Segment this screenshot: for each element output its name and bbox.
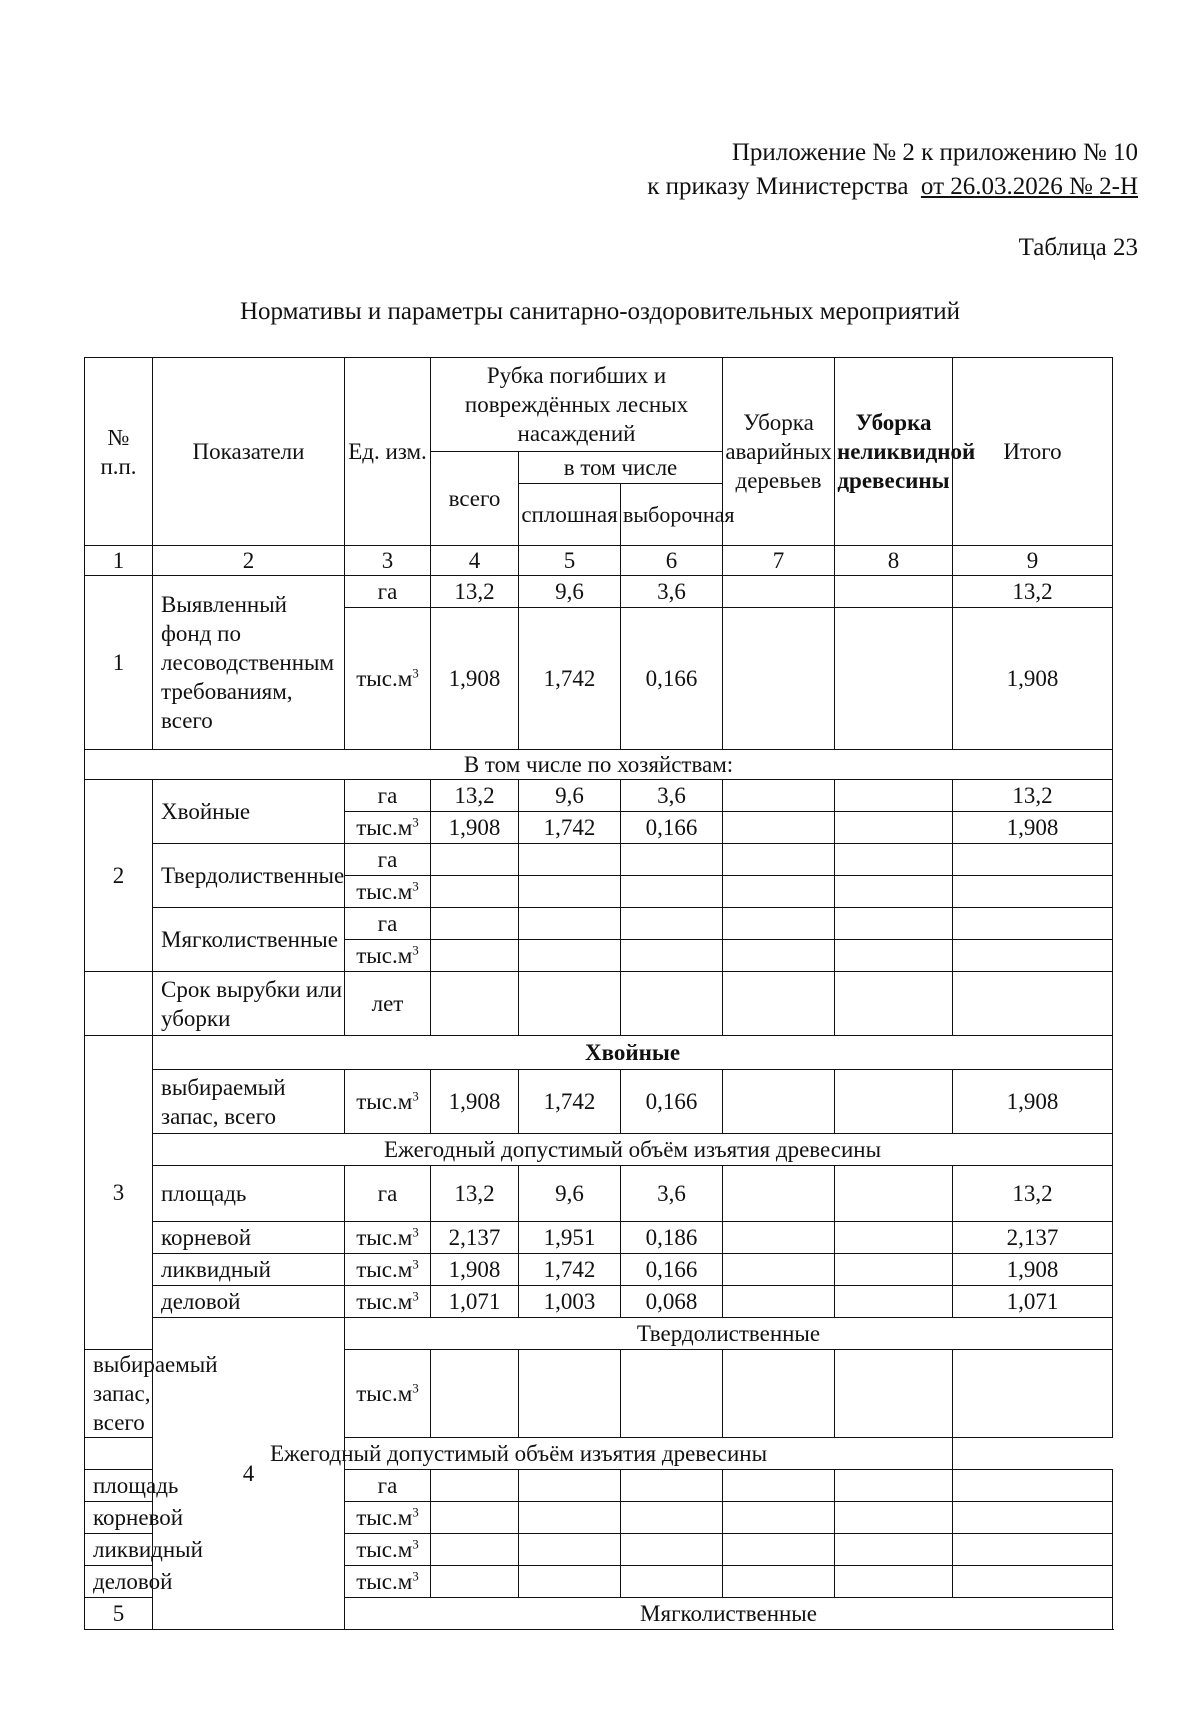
empty-cell: [835, 1470, 953, 1502]
empty-cell: [835, 844, 953, 876]
unit-sup: 3: [412, 1288, 419, 1304]
unit-text: тыс.м: [356, 1225, 413, 1250]
col-illiquid-header: Уборка неликвидной древесины: [835, 358, 953, 546]
empty-cell: [723, 1350, 835, 1438]
col-number: 7: [723, 546, 835, 576]
row-label: площадь: [153, 1166, 345, 1222]
row-label: выбираемый запас, всего: [153, 1070, 345, 1134]
value-cell: 1,742: [519, 1254, 621, 1286]
unit-text: тыс.м: [356, 1289, 413, 1314]
unit-cell: [345, 1350, 431, 1438]
empty-cell: [835, 940, 953, 972]
empty-cell: [953, 1470, 1113, 1502]
row-label: корневой: [153, 1222, 345, 1254]
empty-cell: [519, 1350, 621, 1438]
row-number: 1: [85, 576, 153, 750]
empty-cell: [835, 1566, 953, 1598]
value-cell: 3,6: [621, 576, 723, 608]
document-title: Нормативы и параметры санитарно-оздоровительных мероприятий: [239, 298, 961, 325]
section-row: Твердолиственные: [345, 1318, 1113, 1350]
empty-cell: [953, 1566, 1113, 1598]
value-cell: 1,003: [519, 1286, 621, 1318]
row-label: Твердолиственные: [153, 844, 345, 908]
value-cell: 3,6: [621, 780, 723, 812]
unit-cell: га: [345, 844, 431, 876]
header-line-1: Приложение № 2 к приложению № 10: [731, 139, 1138, 166]
col-number: 8: [835, 546, 953, 576]
empty-cell: [723, 608, 835, 750]
col-incl-header: в том числе: [519, 452, 723, 484]
value-cell: 9,6: [519, 780, 621, 812]
value-cell: 1,908: [953, 1254, 1113, 1286]
value-cell: 13,2: [953, 780, 1113, 812]
value-cell: 1,908: [431, 1254, 519, 1286]
row-label: Срок вырубки или уборки: [153, 972, 345, 1036]
empty-cell: [519, 876, 621, 908]
unit-text: тыс.м: [356, 879, 413, 904]
value-cell: 0,186: [621, 1222, 723, 1254]
empty-cell: [835, 1254, 953, 1286]
empty-cell: [519, 844, 621, 876]
unit-sup: 3: [412, 1380, 419, 1396]
value-cell: 0,166: [621, 1070, 723, 1134]
empty-cell: [431, 844, 519, 876]
row-label: Хвойные: [153, 780, 345, 844]
empty-cell: [835, 608, 953, 750]
row-label: Выявленный фонд по лесоводственным требованиям, всего: [153, 576, 345, 750]
value-cell: 13,2: [431, 1166, 519, 1222]
header-ministry: к приказу Министерства: [647, 173, 909, 200]
table-number: Таблица 23: [1018, 234, 1138, 261]
empty-cell: [621, 1502, 723, 1534]
unit-text: тыс.м: [356, 1505, 413, 1530]
unit-cell: га: [345, 1166, 431, 1222]
empty-cell: [621, 844, 723, 876]
value-cell: 13,2: [431, 780, 519, 812]
col-number: 5: [519, 546, 621, 576]
unit-sup: 3: [412, 665, 419, 681]
col-num-header: № п.п.: [85, 358, 153, 546]
value-cell: 9,6: [519, 576, 621, 608]
unit-cell: га: [345, 1470, 431, 1502]
empty-cell: [953, 1350, 1113, 1438]
empty-cell: [431, 1470, 519, 1502]
unit-sup: 3: [412, 1504, 419, 1520]
unit-cell: [345, 1566, 431, 1598]
empty-cell: [835, 908, 953, 940]
row-label: ликвидный: [153, 1254, 345, 1286]
empty-cell: [723, 1070, 835, 1134]
row-label: корневой: [85, 1502, 153, 1534]
empty-cell: [835, 1502, 953, 1534]
empty-cell: [621, 1470, 723, 1502]
unit-cell: га: [345, 780, 431, 812]
empty-cell: [835, 1350, 953, 1438]
col-unit-header: Ед. изм.: [345, 358, 431, 546]
col-felling-header: Рубка погибших и повреждённых лесных насаждений: [431, 358, 723, 452]
value-cell: 1,908: [431, 812, 519, 844]
unit-text: тыс.м: [356, 1089, 413, 1114]
empty-cell: [621, 908, 723, 940]
empty-cell: [835, 780, 953, 812]
value-cell: 1,071: [431, 1286, 519, 1318]
empty-cell: [519, 1470, 621, 1502]
unit-text: тыс.м: [356, 1257, 413, 1282]
unit-text: тыс.м: [356, 943, 413, 968]
col-clear-header: сплошная: [519, 484, 621, 546]
empty-cell: [519, 1534, 621, 1566]
empty-cell: [723, 1166, 835, 1222]
empty-cell: [723, 1254, 835, 1286]
empty-cell: [835, 972, 953, 1036]
empty-cell: [723, 1566, 835, 1598]
unit-cell: [345, 1254, 431, 1286]
value-cell: 0,068: [621, 1286, 723, 1318]
unit-cell: лет: [345, 972, 431, 1036]
empty-cell: [431, 1566, 519, 1598]
empty-cell: [723, 1286, 835, 1318]
empty-cell: [85, 972, 153, 1036]
value-cell: 0,166: [621, 1254, 723, 1286]
unit-sup: 3: [412, 878, 419, 894]
row-number: 5: [85, 1598, 153, 1630]
value-cell: 1,951: [519, 1222, 621, 1254]
empty-cell: [723, 1534, 835, 1566]
empty-cell: [835, 1070, 953, 1134]
empty-cell: [723, 1470, 835, 1502]
empty-cell: [431, 876, 519, 908]
section-row: Мягколиственные: [345, 1598, 1113, 1630]
norms-table: [84, 357, 1113, 1630]
unit-sup: 3: [412, 1256, 419, 1272]
unit-text: тыс.м: [356, 1537, 413, 1562]
section-row: В том числе по хозяйствам:: [85, 750, 1113, 780]
row-label: деловой: [85, 1566, 153, 1598]
value-cell: 1,071: [953, 1286, 1113, 1318]
unit-text: тыс.м: [356, 1569, 413, 1594]
empty-cell: [953, 844, 1113, 876]
empty-cell: [621, 972, 723, 1036]
value-cell: 2,137: [953, 1222, 1113, 1254]
row-number: 2: [85, 780, 153, 972]
value-cell: 1,908: [953, 608, 1113, 750]
section-row: Хвойные: [153, 1036, 1113, 1070]
unit-cell: га: [345, 576, 431, 608]
empty-cell: [431, 1350, 519, 1438]
header-order-number: от 26.03.2026 № 2-Н: [920, 173, 1138, 200]
unit-cell: [345, 608, 431, 750]
col-selective-header: выборочная: [621, 484, 723, 546]
value-cell: 0,166: [621, 812, 723, 844]
empty-cell: [431, 908, 519, 940]
empty-cell: [431, 1534, 519, 1566]
col-total-header: всего: [431, 452, 519, 546]
header-line-2: [647, 170, 1138, 204]
col-number: 3: [345, 546, 431, 576]
empty-cell: [519, 1502, 621, 1534]
empty-cell: [621, 1534, 723, 1566]
col-number: 6: [621, 546, 723, 576]
row-label: Мягколиственные: [153, 908, 345, 972]
col-number: 4: [431, 546, 519, 576]
value-cell: 0,166: [621, 608, 723, 750]
empty-cell: [621, 1350, 723, 1438]
unit-cell: [345, 1222, 431, 1254]
row-label: выбираемый запас, всего: [85, 1350, 153, 1438]
empty-cell: [723, 1502, 835, 1534]
empty-cell: [519, 940, 621, 972]
value-cell: 13,2: [431, 576, 519, 608]
empty-cell: [723, 780, 835, 812]
empty-cell: [519, 972, 621, 1036]
value-cell: 1,742: [519, 608, 621, 750]
row-label: площадь: [85, 1470, 153, 1502]
col-indicator-header: Показатели: [153, 358, 345, 546]
col-number: 2: [153, 546, 345, 576]
empty-cell: [953, 1502, 1113, 1534]
empty-cell: [621, 1566, 723, 1598]
unit-cell: [345, 1502, 431, 1534]
unit-cell: [345, 876, 431, 908]
value-cell: 1,742: [519, 812, 621, 844]
empty-cell: [953, 940, 1113, 972]
value-cell: 2,137: [431, 1222, 519, 1254]
empty-cell: [431, 940, 519, 972]
value-cell: 3,6: [621, 1166, 723, 1222]
empty-cell: [953, 876, 1113, 908]
value-cell: 1,908: [953, 1070, 1113, 1134]
empty-cell: [431, 972, 519, 1036]
unit-sup: 3: [412, 1568, 419, 1584]
empty-cell: [723, 940, 835, 972]
empty-cell: [835, 1534, 953, 1566]
empty-cell: [723, 876, 835, 908]
col-emergency-header: Уборка аварийных деревьев: [723, 358, 835, 546]
unit-text: тыс.м: [356, 666, 413, 691]
row-label: ликвидный: [85, 1534, 153, 1566]
unit-cell: [345, 1286, 431, 1318]
section-row: Ежегодный допустимый объём изъятия древесины: [85, 1438, 953, 1470]
empty-cell: [835, 1286, 953, 1318]
unit-sup: 3: [412, 1536, 419, 1552]
row-label: деловой: [153, 1286, 345, 1318]
value-cell: 1,908: [431, 608, 519, 750]
col-number: 1: [85, 546, 153, 576]
unit-text: тыс.м: [356, 815, 413, 840]
empty-cell: [431, 1502, 519, 1534]
empty-cell: [835, 1166, 953, 1222]
section-row: Ежегодный допустимый объём изъятия древесины: [153, 1134, 1113, 1166]
empty-cell: [621, 876, 723, 908]
unit-cell: [345, 1534, 431, 1566]
unit-cell: [345, 940, 431, 972]
empty-cell: [723, 972, 835, 1036]
empty-cell: [519, 1566, 621, 1598]
row-number: 4: [153, 1318, 345, 1630]
empty-cell: [953, 1534, 1113, 1566]
value-cell: 13,2: [953, 1166, 1113, 1222]
empty-cell: [723, 812, 835, 844]
empty-cell: [621, 940, 723, 972]
value-cell: 13,2: [953, 576, 1113, 608]
value-cell: 1,908: [431, 1070, 519, 1134]
unit-sup: 3: [412, 1088, 419, 1104]
empty-cell: [723, 576, 835, 608]
empty-cell: [835, 812, 953, 844]
value-cell: 1,908: [953, 812, 1113, 844]
value-cell: 1,742: [519, 1070, 621, 1134]
unit-cell: га: [345, 908, 431, 940]
row-number: 3: [85, 1036, 153, 1350]
unit-sup: 3: [412, 1224, 419, 1240]
unit-cell: [345, 1070, 431, 1134]
empty-cell: [519, 908, 621, 940]
empty-cell: [953, 972, 1113, 1036]
unit-text: тыс.м: [356, 1381, 413, 1406]
empty-cell: [835, 1222, 953, 1254]
empty-cell: [953, 908, 1113, 940]
value-cell: 9,6: [519, 1166, 621, 1222]
unit-sup: 3: [412, 814, 419, 830]
empty-cell: [723, 908, 835, 940]
col-itogo-header: Итого: [953, 358, 1113, 546]
empty-cell: [723, 1222, 835, 1254]
empty-cell: [835, 876, 953, 908]
col-number: 9: [953, 546, 1113, 576]
empty-cell: [723, 844, 835, 876]
unit-sup: 3: [412, 942, 419, 958]
empty-cell: [835, 576, 953, 608]
unit-cell: [345, 812, 431, 844]
